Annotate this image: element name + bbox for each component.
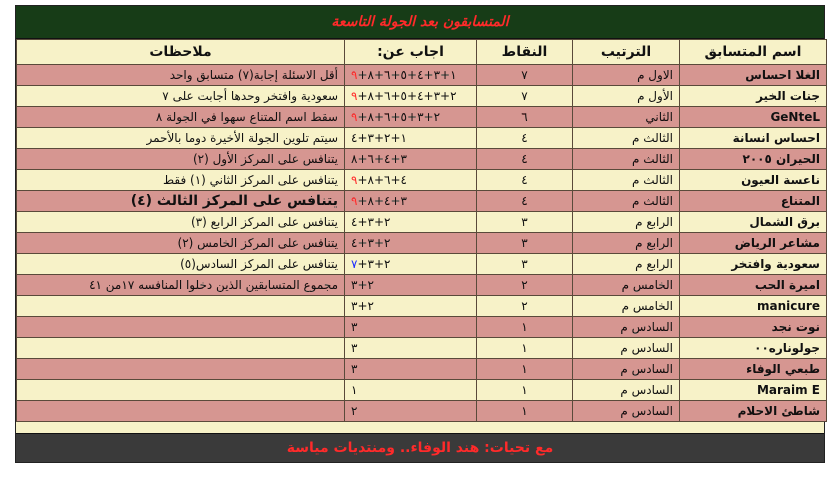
table-row	[17, 65, 827, 86]
header-notes: ملاحظات	[17, 40, 345, 65]
header-points: النقاط	[477, 40, 573, 65]
contestant-points: ٧	[477, 65, 573, 86]
contestant-rank: الثالث م	[573, 191, 680, 212]
answered-list: ٣+٤+٦+٨	[351, 152, 407, 166]
contestant-rank: الخامس م	[573, 275, 680, 296]
contestant-note: مجموع المتسابقين الذين دخلوا المنافسه ١٧من ٤١	[17, 275, 345, 296]
latest-round-answer: ٩	[351, 89, 358, 103]
answered-questions	[345, 86, 477, 107]
contestant-note: يتنافس على المركز السادس(٥)	[17, 254, 345, 275]
latest-round-answer: ٩	[351, 194, 358, 208]
contestant-note	[17, 338, 345, 359]
table-row	[17, 401, 827, 422]
footer-credits: مع تحيات: هند الوفاء.. ومنتديات مياسة	[16, 433, 824, 462]
contestant-note	[17, 317, 345, 338]
contestant-note	[17, 359, 345, 380]
contestant-points: ٤	[477, 128, 573, 149]
contestant-name: برق الشمال	[680, 212, 827, 233]
contestant-note: يتنافس على المركز الثالث (٤)	[17, 191, 345, 212]
contestant-note: يتنافس على المركز الرابع (٣)	[17, 212, 345, 233]
table-row	[17, 212, 827, 233]
contestant-rank: الأول م	[573, 86, 680, 107]
answered-questions	[345, 296, 477, 317]
answered-list: ٣+٤+٨+	[357, 194, 407, 208]
answered-list: ٢+٣+٤	[351, 215, 391, 229]
answered-list: ١+٢+٣+٤	[351, 131, 407, 145]
answered-questions	[345, 338, 477, 359]
table-row	[17, 380, 827, 401]
answered-questions	[345, 380, 477, 401]
contestant-points: ١	[477, 380, 573, 401]
contestant-name: manicure	[680, 296, 827, 317]
contestant-note: سعودية وافتخر وحدها أجابت على ٧	[17, 86, 345, 107]
contestant-note: سيتم تلوين الجولة الأخيرة دوما بالأحمر	[17, 128, 345, 149]
header-answered: اجاب عن:	[345, 40, 477, 65]
answered-list: ٢+٣	[351, 299, 374, 313]
contestant-rank: السادس م	[573, 359, 680, 380]
contestant-name: GeNteL	[680, 107, 827, 128]
contestant-note: يتنافس على المركز الأول (٢)	[17, 149, 345, 170]
contestant-name: طبعي الوفاء	[680, 359, 827, 380]
answered-questions	[345, 254, 477, 275]
contestant-rank: الخامس م	[573, 296, 680, 317]
contestant-points: ١	[477, 359, 573, 380]
contestant-name: الحيران ٢٠٠٥	[680, 149, 827, 170]
contestant-points: ٣	[477, 212, 573, 233]
header-row	[17, 40, 827, 65]
contestant-points: ٤	[477, 191, 573, 212]
contestant-name: جنات الخير	[680, 86, 827, 107]
contestant-rank: السادس م	[573, 338, 680, 359]
answered-questions	[345, 65, 477, 86]
answered-questions	[345, 212, 477, 233]
contestant-note: أقل الاسئلة إجابة(٧) متسابق واحد	[17, 65, 345, 86]
contestant-rank: السادس م	[573, 380, 680, 401]
contestant-rank: الثالث م	[573, 149, 680, 170]
answered-questions	[345, 359, 477, 380]
contestant-points: ٦	[477, 107, 573, 128]
header-rank: الترتيب	[573, 40, 680, 65]
contestant-note	[17, 380, 345, 401]
table-row	[17, 317, 827, 338]
table-row	[17, 296, 827, 317]
contestant-rank: السادس م	[573, 401, 680, 422]
contestant-name: الغلا احساس	[680, 65, 827, 86]
contestant-points: ٧	[477, 86, 573, 107]
answered-questions	[345, 317, 477, 338]
contestant-points: ٣	[477, 254, 573, 275]
latest-round-answer: ٩	[351, 173, 358, 187]
contestant-rank: الرابع م	[573, 212, 680, 233]
standings-board	[15, 5, 825, 463]
answered-questions	[345, 275, 477, 296]
contestant-rank: الثالث م	[573, 170, 680, 191]
contestant-note: يتنافس على المركز الخامس (٢)	[17, 233, 345, 254]
answered-questions	[345, 170, 477, 191]
highlighted-answer: ٧	[351, 257, 358, 271]
contestant-points: ٢	[477, 296, 573, 317]
table-row	[17, 149, 827, 170]
contestant-points: ٤	[477, 149, 573, 170]
answered-list: ٢	[351, 404, 358, 418]
contestant-name: نوت نجد	[680, 317, 827, 338]
contestant-points: ١	[477, 317, 573, 338]
contestant-points: ٢	[477, 275, 573, 296]
answered-questions	[345, 107, 477, 128]
table-row	[17, 191, 827, 212]
contestant-name: شاطئ الاحلام	[680, 401, 827, 422]
answered-questions	[345, 128, 477, 149]
answered-list: ٣	[351, 362, 358, 376]
standings-table	[16, 39, 827, 422]
answered-questions	[345, 233, 477, 254]
standings-rows	[17, 65, 827, 422]
answered-list: ١+٣+٤+٥+٦+٨+	[357, 68, 457, 82]
answered-list: ٢+٣+٤	[351, 236, 391, 250]
contestant-points: ٣	[477, 233, 573, 254]
contestant-rank: الثاني	[573, 107, 680, 128]
contestant-note	[17, 401, 345, 422]
contestant-name: جولوناره٠٠	[680, 338, 827, 359]
contestant-rank: الرابع م	[573, 254, 680, 275]
contestant-rank: السادس م	[573, 317, 680, 338]
table-row	[17, 338, 827, 359]
contestant-rank: الرابع م	[573, 233, 680, 254]
answered-list: ٢+٣+٤+٥+٦+٨+	[357, 89, 457, 103]
latest-round-answer: ٩	[351, 110, 358, 124]
contestant-points: ١	[477, 338, 573, 359]
contestant-name: احساس انسانة	[680, 128, 827, 149]
table-row	[17, 86, 827, 107]
contestant-points: ٤	[477, 170, 573, 191]
answered-list: ٣	[351, 341, 358, 355]
contestant-note: سقط اسم المتناع سهوا في الجولة ٨	[17, 107, 345, 128]
contestant-name: اميرة الحب	[680, 275, 827, 296]
table-row	[17, 254, 827, 275]
contestant-note: يتنافس على المركز الثاني (١) فقط	[17, 170, 345, 191]
table-row	[17, 275, 827, 296]
answered-list: ٢+٣+	[357, 257, 391, 271]
contestant-name: Maraim E	[680, 380, 827, 401]
answered-list: ٢+٣+٥+٦+٨+	[357, 110, 441, 124]
header-name: اسم المتسابق	[680, 40, 827, 65]
contestant-note	[17, 296, 345, 317]
contestant-rank: الاول م	[573, 65, 680, 86]
answered-list: ١	[351, 383, 358, 397]
table-row	[17, 107, 827, 128]
contestant-name: المتناع	[680, 191, 827, 212]
contestant-rank: الثالث م	[573, 128, 680, 149]
answered-questions	[345, 191, 477, 212]
answered-list: ٤+٦+٨+	[357, 173, 407, 187]
table-row	[17, 170, 827, 191]
board-title: المتسابقون بعد الجولة التاسعة	[16, 6, 824, 39]
answered-questions	[345, 149, 477, 170]
contestant-name: ناعسة العيون	[680, 170, 827, 191]
table-row	[17, 233, 827, 254]
contestant-name: مشاعر الرياض	[680, 233, 827, 254]
latest-round-answer: ٩	[351, 68, 358, 82]
answered-list: ٣	[351, 320, 358, 334]
table-row	[17, 359, 827, 380]
answered-questions	[345, 401, 477, 422]
table-row	[17, 128, 827, 149]
answered-list: ٢+٣	[351, 278, 374, 292]
contestant-name: سعودية وافتخر	[680, 254, 827, 275]
contestant-points: ١	[477, 401, 573, 422]
